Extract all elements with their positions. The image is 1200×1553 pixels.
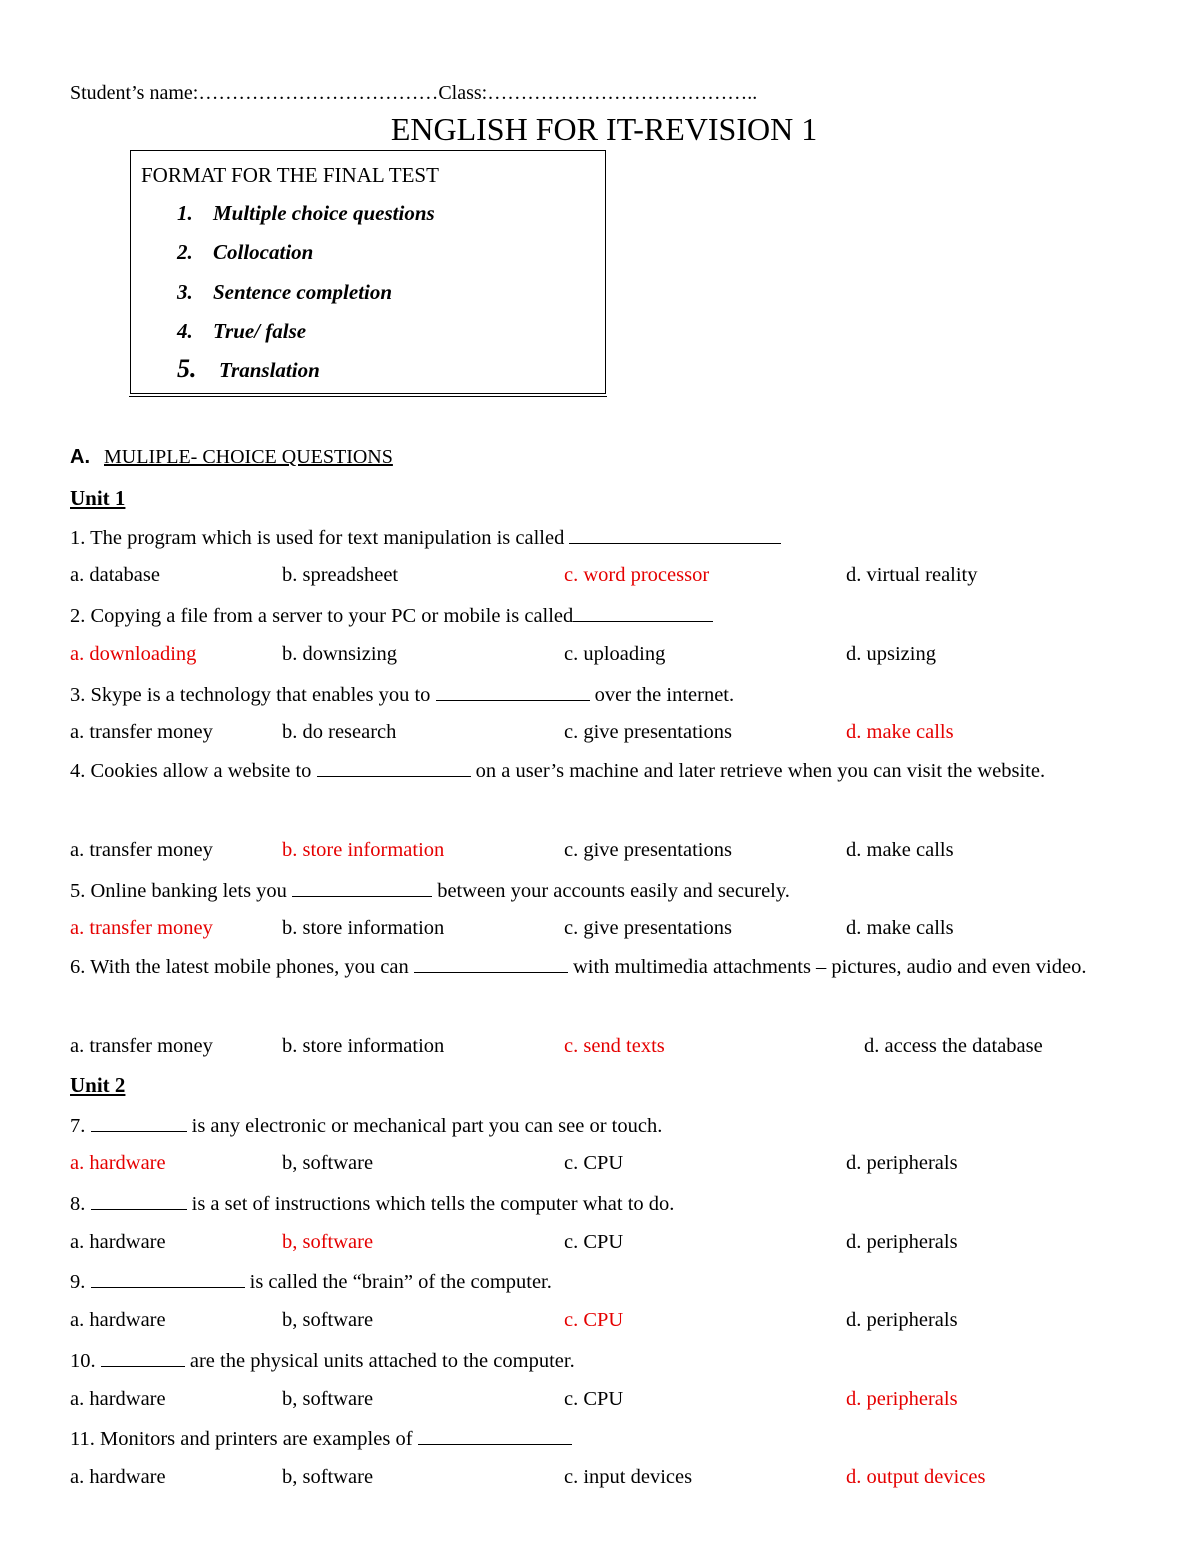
option-a: a. transfer money	[70, 721, 213, 743]
question-text: 3. Skype is a technology that enables you to	[70, 684, 436, 706]
answer-blank	[573, 603, 713, 622]
question-text: 11. Monitors and printers are examples of	[70, 1428, 418, 1450]
format-item	[177, 354, 320, 384]
question-text: 8.	[70, 1193, 91, 1215]
question-text: 7.	[70, 1115, 91, 1137]
answer-blank	[292, 878, 432, 897]
option-d: d. virtual reality	[846, 564, 978, 586]
answer-blank	[101, 1348, 185, 1367]
option-c-correct: c. send texts	[564, 1035, 665, 1057]
option-b: b. store information	[282, 1035, 445, 1057]
question-text-after: on a user’s machine and later retrieve when you can visit the website.	[470, 760, 1046, 782]
question-5	[70, 878, 790, 903]
student-name-class-line: Student’s name:………………………………Class:…………………………………..	[70, 82, 758, 104]
option-c: c. CPU	[564, 1152, 624, 1174]
option-a: a. database	[70, 564, 160, 586]
page-title: ENGLISH FOR IT-REVISION 1	[390, 111, 818, 147]
option-c-correct: c. word processor	[564, 564, 710, 586]
option-d-correct: d. make calls	[846, 721, 954, 743]
unit-2-heading: Unit 2	[70, 1073, 126, 1097]
option-a: a. hardware	[70, 1466, 166, 1488]
option-b: b, software	[282, 1388, 374, 1410]
question-text-after: with multimedia attachments – pictures, audio and even video.	[567, 956, 1087, 978]
option-b: b. downsizing	[282, 643, 398, 665]
format-item-number: 1.	[177, 201, 193, 225]
format-box-title: FORMAT FOR THE FINAL TEST	[141, 163, 439, 187]
format-item-label: Multiple choice questions	[213, 201, 435, 225]
format-item-label: Sentence completion	[213, 280, 393, 304]
option-b: b, software	[282, 1466, 374, 1488]
format-item-label: Collocation	[213, 240, 314, 264]
answer-blank	[414, 954, 568, 973]
question-text-after: is called the “brain” of the computer.	[244, 1271, 552, 1293]
format-item-number: 5.	[177, 354, 197, 383]
question-text: 5. Online banking lets you	[70, 880, 293, 902]
section-a-heading	[70, 446, 393, 469]
format-box	[130, 150, 606, 394]
answer-blank	[569, 525, 781, 544]
option-d: d. make calls	[846, 917, 954, 939]
option-d-correct: d. peripherals	[846, 1388, 958, 1410]
option-d: d. peripherals	[846, 1309, 958, 1331]
question-text: 10.	[70, 1350, 101, 1372]
format-item	[177, 319, 306, 344]
option-c: c. CPU	[564, 1231, 624, 1253]
option-b: b. do research	[282, 721, 397, 743]
question-text: 9.	[70, 1271, 91, 1293]
format-item-number: 4.	[177, 319, 193, 343]
option-d: d. access the database	[864, 1035, 1043, 1057]
format-item-label: True/ false	[213, 319, 307, 343]
question-2	[70, 603, 713, 628]
format-item	[177, 240, 313, 265]
option-b-correct: b. store information	[282, 839, 445, 861]
option-a: a. hardware	[70, 1231, 166, 1253]
option-a: a. transfer money	[70, 1035, 213, 1057]
option-c-correct: c. CPU	[564, 1309, 624, 1331]
format-item	[177, 201, 435, 226]
question-text-after: over the internet.	[589, 684, 735, 706]
section-letter: A.	[70, 446, 90, 468]
question-text: 4. Cookies allow a website to	[70, 760, 317, 782]
question-text-after: is a set of instructions which tells the computer what to do.	[186, 1193, 675, 1215]
option-a-correct: a. hardware	[70, 1152, 166, 1174]
question-7	[70, 1113, 662, 1138]
option-c: c. CPU	[564, 1388, 624, 1410]
option-a: a. hardware	[70, 1388, 166, 1410]
answer-blank	[418, 1426, 572, 1445]
option-c: c. uploading	[564, 643, 666, 665]
option-b: b. spreadsheet	[282, 564, 399, 586]
question-text: 6. With the latest mobile phones, you can	[70, 956, 414, 978]
question-10	[70, 1348, 575, 1373]
question-8	[70, 1191, 674, 1216]
format-item-number: 2.	[177, 240, 193, 264]
question-text-after: between your accounts easily and securely.	[432, 880, 790, 902]
answer-blank	[91, 1191, 187, 1210]
question-3	[70, 682, 734, 707]
answer-blank	[436, 682, 590, 701]
question-text: 2. Copying a file from a server to your PC or mobile is called	[70, 605, 574, 627]
section-title: MULIPLE- CHOICE QUESTIONS	[104, 446, 393, 468]
format-item	[177, 280, 392, 305]
option-d: d. upsizing	[846, 643, 936, 665]
question-1	[70, 525, 781, 550]
option-b: b, software	[282, 1152, 374, 1174]
option-a: a. transfer money	[70, 839, 213, 861]
option-d: d. peripherals	[846, 1231, 958, 1253]
unit-1-heading: Unit 1	[70, 486, 126, 510]
question-text-after: are the physical units attached to the computer.	[184, 1350, 575, 1372]
question-9	[70, 1269, 552, 1294]
option-b: b. store information	[282, 917, 445, 939]
option-d: d. peripherals	[846, 1152, 958, 1174]
option-c: c. input devices	[564, 1466, 693, 1488]
option-b-correct: b, software	[282, 1231, 374, 1253]
question-text: 1. The program which is used for text manipulation is called	[70, 527, 570, 549]
question-11	[70, 1426, 572, 1451]
format-item-label: Translation	[219, 358, 320, 382]
option-a: a. hardware	[70, 1309, 166, 1331]
option-c: c. give presentations	[564, 839, 732, 861]
answer-blank	[91, 1269, 245, 1288]
option-c: c. give presentations	[564, 721, 732, 743]
answer-blank	[317, 758, 471, 777]
question-text-after: is any electronic or mechanical part you can see or touch.	[186, 1115, 663, 1137]
question-6	[70, 948, 1110, 987]
format-item-number: 3.	[177, 280, 193, 304]
answer-blank	[91, 1113, 187, 1132]
option-c: c. give presentations	[564, 917, 732, 939]
question-4	[70, 752, 1110, 791]
option-b: b, software	[282, 1309, 374, 1331]
option-a-correct: a. transfer money	[70, 917, 213, 939]
option-d-correct: d. output devices	[846, 1466, 986, 1488]
option-a-correct: a. downloading	[70, 643, 197, 665]
option-d: d. make calls	[846, 839, 954, 861]
